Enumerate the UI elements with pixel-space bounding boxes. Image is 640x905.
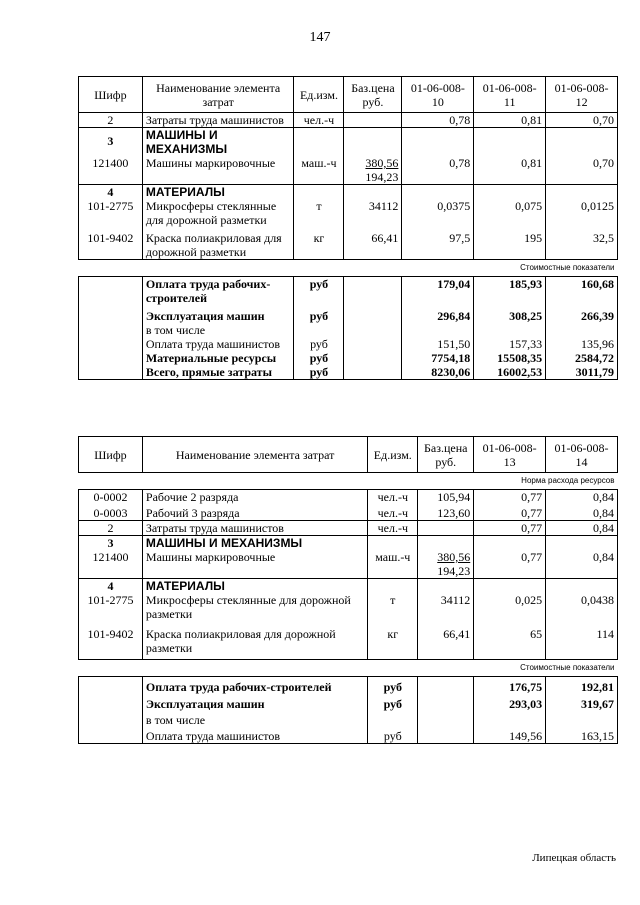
row-name: Машины маркировочные — [142, 550, 367, 579]
row-value: 0,0125 — [546, 199, 618, 227]
row-value: 0,70 — [546, 113, 618, 128]
row-price — [344, 113, 402, 128]
row-name: Краска полиакриловая для дорожной разметки — [142, 621, 367, 660]
row-code: 101-2775 — [79, 593, 143, 621]
table-row — [79, 711, 618, 727]
cost-name: Эксплуатация машин — [142, 694, 367, 711]
region-footer: Липецкая область — [532, 852, 616, 864]
table-row — [79, 323, 618, 337]
row-value: 0,84 — [546, 490, 618, 505]
table-row — [79, 593, 618, 621]
row-unit: чел.-ч — [294, 113, 344, 128]
cost-name: Оплата труда машинистов — [142, 337, 294, 351]
table-row — [79, 694, 618, 711]
row-price — [418, 550, 474, 579]
cost-name: Оплата труда рабочих-строителей — [142, 677, 367, 695]
table-header-row — [79, 437, 618, 473]
header-col-13: 01-06-008-13 — [474, 437, 546, 473]
cost-value: 16002,53 — [474, 365, 546, 380]
cost-name: Эксплуатация машин — [142, 305, 294, 323]
cost-unit: руб — [368, 694, 418, 711]
cost-band-label: Стоимостные показатели — [79, 260, 618, 277]
row-unit: чел.-ч — [368, 504, 418, 521]
row-code: 101-9402 — [79, 621, 143, 660]
header-name: Наименование элемента затрат — [142, 437, 367, 473]
cost-value: 176,75 — [474, 677, 546, 695]
cost-band-row — [79, 660, 618, 677]
cost-name: Оплата труда машинистов — [142, 727, 367, 744]
cost-value: 163,15 — [546, 727, 618, 744]
section-title: МАШИНЫ И МЕХАНИЗМЫ — [142, 128, 294, 157]
table-row — [79, 199, 618, 227]
norm-band-row — [79, 473, 618, 490]
cost-value: 157,33 — [474, 337, 546, 351]
header-code: Шифр — [79, 437, 143, 473]
cost-unit: руб — [294, 351, 344, 365]
row-value: 0,84 — [546, 550, 618, 579]
row-value: 0,77 — [474, 490, 546, 505]
row-unit: чел.-ч — [368, 521, 418, 536]
row-value: 0,78 — [402, 113, 474, 128]
row-name: Машины маркировочные — [142, 156, 294, 185]
resource-table-1 — [78, 76, 618, 380]
price-secondary: 194,23 — [365, 170, 399, 184]
row-code: 0-0003 — [79, 504, 143, 521]
table-row — [79, 490, 618, 505]
table-row — [79, 365, 618, 380]
row-value: 32,5 — [546, 227, 618, 260]
cost-unit: руб — [368, 727, 418, 744]
row-value: 0,81 — [474, 113, 546, 128]
row-price: 66,41 — [344, 227, 402, 260]
table-row — [79, 227, 618, 260]
section-code: 4 — [79, 579, 143, 594]
row-value: 0,77 — [474, 521, 546, 536]
table-row — [79, 305, 618, 323]
row-code: 101-9402 — [79, 227, 143, 260]
section-row — [79, 579, 618, 594]
cost-name: Материальные ресурсы — [142, 351, 294, 365]
section-title: МАТЕРИАЛЫ — [142, 185, 294, 200]
row-name: Затраты труда машинистов — [142, 113, 294, 128]
row-code: 121400 — [79, 156, 143, 185]
row-name: Микросферы стеклянные для дорожной разметки — [142, 593, 367, 621]
row-unit: кг — [368, 621, 418, 660]
resource-table-2 — [78, 436, 618, 744]
row-value: 114 — [546, 621, 618, 660]
row-value: 0,81 — [474, 156, 546, 185]
row-value: 0,84 — [546, 504, 618, 521]
cost-value: 149,56 — [474, 727, 546, 744]
cost-value: 192,81 — [546, 677, 618, 695]
page-number: 147 — [309, 30, 331, 45]
row-value: 0,0438 — [546, 593, 618, 621]
row-code: 101-2775 — [79, 199, 143, 227]
header-col-12: 01-06-008-12 — [546, 77, 618, 113]
cost-value: 293,03 — [474, 694, 546, 711]
row-code: 2 — [79, 521, 143, 536]
table-row — [79, 156, 618, 185]
table-row — [79, 277, 618, 306]
cost-unit: руб — [294, 337, 344, 351]
section-row — [79, 536, 618, 551]
cost-value: 160,68 — [546, 277, 618, 306]
row-value: 0,77 — [474, 550, 546, 579]
cost-name: в том числе — [142, 323, 294, 337]
cost-value: 296,84 — [402, 305, 474, 323]
cost-unit: руб — [368, 677, 418, 695]
price-main: 380,56 — [365, 156, 399, 170]
table-row — [79, 351, 618, 365]
row-unit: маш.-ч — [368, 550, 418, 579]
cost-value: 308,25 — [474, 305, 546, 323]
header-code: Шифр — [79, 77, 143, 113]
row-price — [344, 156, 402, 185]
header-col-11: 01-06-008-11 — [474, 77, 546, 113]
cost-name: Всего, прямые затраты — [142, 365, 294, 380]
cost-name: Оплата труда рабочих-строителей — [142, 277, 294, 306]
row-name: Микросферы стеклянные для дорожной разметки — [142, 199, 294, 227]
section-title: МАТЕРИАЛЫ — [142, 579, 367, 594]
row-name: Краска полиакриловая для дорожной разметки — [142, 227, 294, 260]
cost-value: 7754,18 — [402, 351, 474, 365]
row-code: 2 — [79, 113, 143, 128]
section-code: 3 — [79, 128, 143, 157]
table-row — [79, 337, 618, 351]
row-value: 0,84 — [546, 521, 618, 536]
cost-name: в том числе — [142, 711, 367, 727]
cost-value: 151,50 — [402, 337, 474, 351]
header-price: Баз.цена руб. — [344, 77, 402, 113]
row-name: Рабочий 3 разряда — [142, 504, 367, 521]
cost-band-row — [79, 260, 618, 277]
table-row — [79, 521, 618, 536]
row-value: 0,025 — [474, 593, 546, 621]
row-unit: т — [294, 199, 344, 227]
table-row — [79, 504, 618, 521]
row-code: 121400 — [79, 550, 143, 579]
row-price: 123,60 — [418, 504, 474, 521]
table-row — [79, 113, 618, 128]
cost-unit: руб — [294, 305, 344, 323]
cost-value: 179,04 — [402, 277, 474, 306]
table-header-row — [79, 77, 618, 113]
table-row — [79, 727, 618, 744]
header-unit: Ед.изм. — [368, 437, 418, 473]
row-price: 105,94 — [418, 490, 474, 505]
table-row — [79, 677, 618, 695]
table-row — [79, 621, 618, 660]
section-code: 3 — [79, 536, 143, 551]
cost-value: 319,67 — [546, 694, 618, 711]
row-value: 0,0375 — [402, 199, 474, 227]
cost-value: 8230,06 — [402, 365, 474, 380]
cost-value: 185,93 — [474, 277, 546, 306]
row-unit: маш.-ч — [294, 156, 344, 185]
row-value: 0,77 — [474, 504, 546, 521]
row-value: 65 — [474, 621, 546, 660]
section-title: МАШИНЫ И МЕХАНИЗМЫ — [142, 536, 367, 551]
row-unit: т — [368, 593, 418, 621]
row-value: 0,78 — [402, 156, 474, 185]
row-value: 97,5 — [402, 227, 474, 260]
table-row — [79, 550, 618, 579]
cost-value: 15508,35 — [474, 351, 546, 365]
section-code: 4 — [79, 185, 143, 200]
section-row — [79, 128, 618, 157]
row-name: Затраты труда машинистов — [142, 521, 367, 536]
price-secondary: 194,23 — [437, 564, 471, 578]
row-price: 66,41 — [418, 621, 474, 660]
section-row — [79, 185, 618, 200]
row-name: Рабочие 2 разряда — [142, 490, 367, 505]
header-col-10: 01-06-008-10 — [402, 77, 474, 113]
cost-band-label: Стоимостные показатели — [79, 660, 618, 677]
cost-unit: руб — [294, 365, 344, 380]
header-col-14: 01-06-008-14 — [546, 437, 618, 473]
row-price — [418, 521, 474, 536]
price-main: 380,56 — [437, 550, 471, 564]
header-name: Наименование элемента затрат — [142, 77, 294, 113]
row-value: 195 — [474, 227, 546, 260]
cost-value: 266,39 — [546, 305, 618, 323]
row-unit: чел.-ч — [368, 490, 418, 505]
header-price: Баз.цена руб. — [418, 437, 474, 473]
cost-value: 135,96 — [546, 337, 618, 351]
row-unit: кг — [294, 227, 344, 260]
row-code: 0-0002 — [79, 490, 143, 505]
row-price: 34112 — [418, 593, 474, 621]
norm-band-label: Норма расхода ресурсов — [521, 476, 615, 485]
row-value: 0,075 — [474, 199, 546, 227]
header-unit: Ед.изм. — [294, 77, 344, 113]
cost-value: 2584,72 — [546, 351, 618, 365]
row-value: 0,70 — [546, 156, 618, 185]
cost-value: 3011,79 — [546, 365, 618, 380]
cost-unit: руб — [294, 277, 344, 306]
row-price: 34112 — [344, 199, 402, 227]
